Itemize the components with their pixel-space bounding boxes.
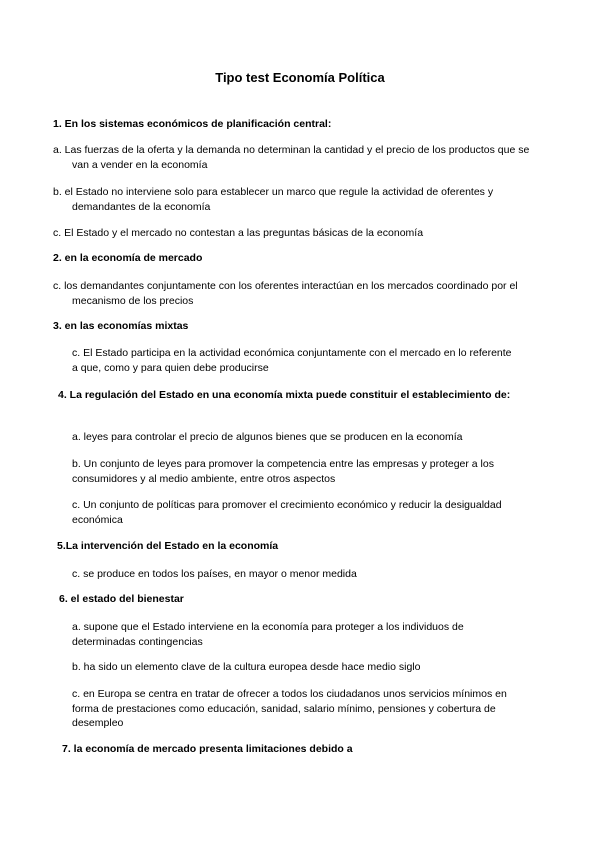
question-3: 3. en las economías mixtas <box>53 320 189 332</box>
q4-answer-a: a. leyes para controlar el precio de algunos bienes que se producen en la economía <box>72 431 463 443</box>
question-7: 7. la economía de mercado presenta limitaciones debido a <box>62 743 353 755</box>
q2-answer-c: c. los demandantes conjuntamente con los oferentes interactúan en los mercados coordinado por el mecanismo de los precios <box>53 280 518 307</box>
q1-answer-a: a. Las fuerzas de la oferta y la demanda no determinan la cantidad y el precio de los productos que se van a vender en la economía <box>53 144 530 171</box>
q3-answer-c: c. El Estado participa en la actividad económica conjuntamente con el mercado en lo referente a que, como y para quien debe producirse <box>72 347 512 374</box>
q1-answer-c: c. El Estado y el mercado no contestan a las preguntas básicas de la economía <box>53 227 424 239</box>
q6-answer-a: a. supone que el Estado interviene en la economía para proteger a los individuos de determinadas contingencias <box>72 621 464 648</box>
question-6: 6. el estado del bienestar <box>59 593 184 605</box>
question-1: 1. En los sistemas económicos de planificación central: <box>53 118 332 130</box>
q1-answer-b: b. el Estado no interviene solo para establecer un marco que regule la actividad de oferentes y demandantes de la economía <box>53 186 494 213</box>
q4-answer-b: b. Un conjunto de leyes para promover la competencia entre las empresas y proteger a los consumidores y al medio ambiente, entre otros aspectos <box>72 458 494 485</box>
q6-answer-c: c. en Europa se centra en tratar de ofrecer a todos los ciudadanos unos servicios mínimos en forma de prestaciones como educación, sanidad, salario mínimo, pensiones y cobertura de desempleo <box>72 688 507 729</box>
question-4: 4. La regulación del Estado en una economía mixta puede constituir el establecimiento de: <box>58 389 511 401</box>
document-title: Tipo test Economía Política <box>215 70 385 85</box>
q5-answer-c: c. se produce en todos los países, en mayor o menor medida <box>72 568 357 580</box>
question-5: 5.La intervención del Estado en la economía <box>57 540 279 552</box>
q4-answer-c: c. Un conjunto de políticas para promover el crecimiento económico y reducir la desigualdad económica <box>72 499 502 526</box>
question-2: 2. en la economía de mercado <box>53 252 203 264</box>
q6-answer-b: b. ha sido un elemento clave de la cultura europea desde hace medio siglo <box>72 661 421 673</box>
